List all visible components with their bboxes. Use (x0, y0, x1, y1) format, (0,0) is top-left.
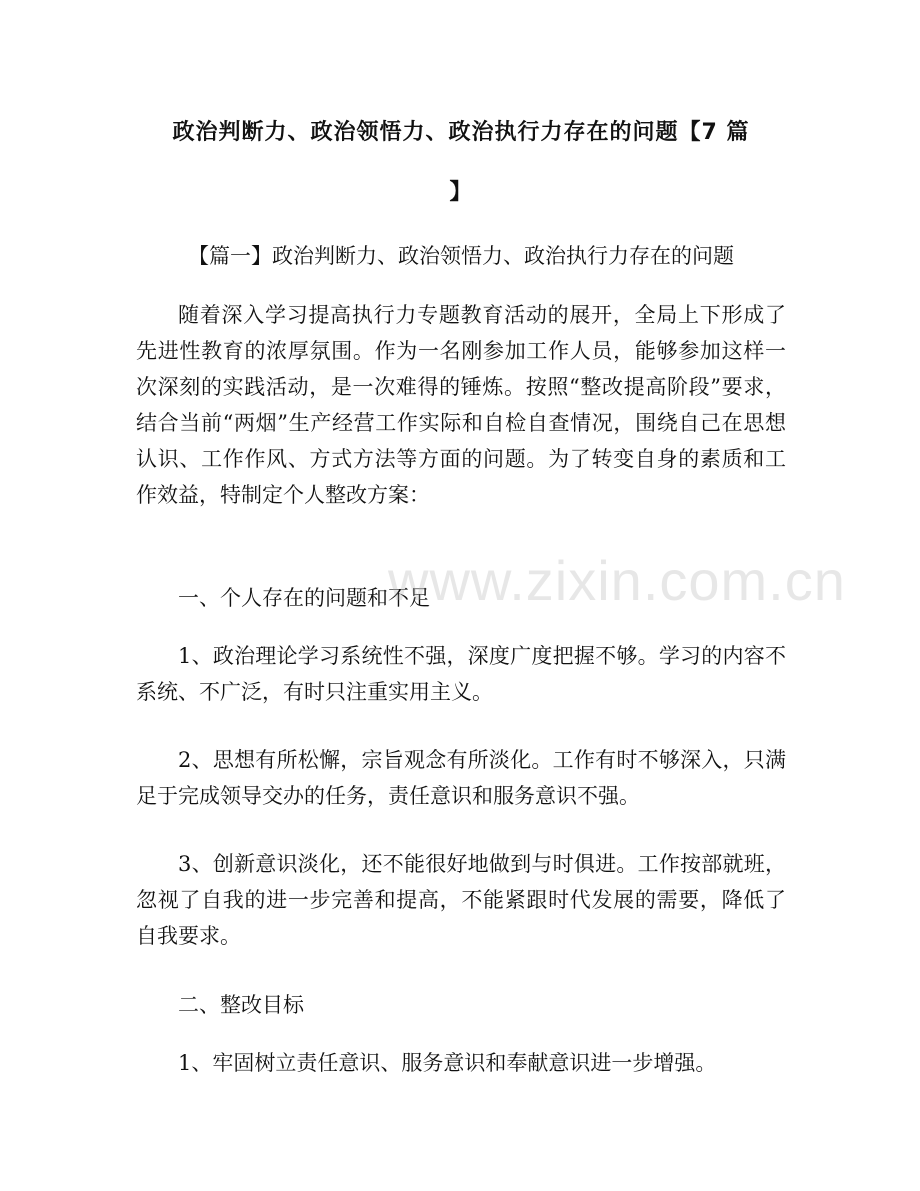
paragraph-problem-3: 3、创新意识淡化，还不能很好地做到与时俱进。工作按部就班，忽视了自我的进一步完善和提高，不能紧跟时代发展的需要，降低了自我要求。 (136, 852, 786, 948)
title-line-2: 】 (449, 180, 473, 205)
watermark: www.zixin.com.cn (388, 549, 846, 612)
heading-problems: 一、个人存在的问题和不足 (178, 586, 430, 610)
paragraph-problem-1: 1、政治理论学习系统性不强，深度广度把握不够。学习的内容不系统、不广泛，有时只注重实用主义。 (136, 644, 786, 704)
paragraph-intro: 随着深入学习提高执行力专题教育活动的展开，全局上下形成了先进性教育的浓厚氛围。作为一名刚参加工作人员，能够参加这样一次深刻的实践活动，是一次难得的锤炼。按照“整改提高阶段”要求，结合当前“两烟”生产经营工作实际和自检自查情况，围绕自己在思想认识、工作作风、方式方法等方面的问题。为了转变自身的素质和工作效益，特制定个人整改方案： (136, 303, 786, 507)
heading-goals: 二、整改目标 (178, 993, 304, 1017)
title-line-1: 政治判断力、政治领悟力、政治执行力存在的问题【7 篇 (172, 120, 750, 145)
paragraph-goal-1: 1、牢固树立责任意识、服务意识和奉献意识进一步增强。 (178, 1051, 717, 1075)
document-title (136, 103, 786, 223)
paragraph-problem-2: 2、思想有所松懈，宗旨观念有所淡化。工作有时不够深入，只满足于完成领导交办的任务，责任意识和服务意识不强。 (136, 748, 786, 808)
section-heading: 【篇一】政治判断力、政治领悟力、政治执行力存在的问题 (188, 244, 734, 268)
